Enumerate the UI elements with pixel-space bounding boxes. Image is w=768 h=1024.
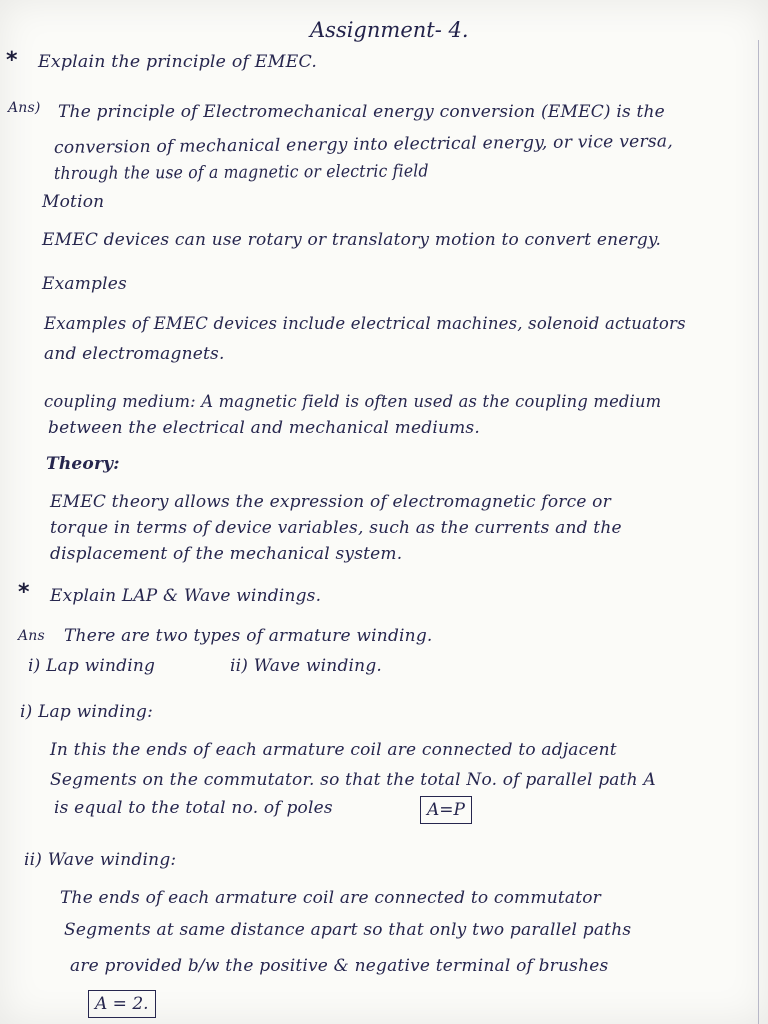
wave-winding-line-3: are provided b/w the positive & negative terminal of brushes [70, 956, 609, 976]
examples-line-1: Examples of EMEC devices include electrical machines, solenoid actuators [44, 314, 686, 334]
examples-heading: Examples [42, 274, 127, 294]
question-1: Explain the principle of EMEC. [38, 52, 318, 72]
theory-line-2: torque in terms of device variables, such as the currents and the [50, 518, 622, 538]
theory-line-3: displacement of the mechanical system. [50, 544, 403, 564]
page-title: Assignment- 4. [310, 18, 469, 42]
answer-1-line-2: conversion of mechanical energy into electrical energy, or vice versa, [53, 131, 674, 158]
wave-winding-heading: ii) Wave winding: [24, 850, 177, 870]
page-margin-line [758, 40, 759, 1024]
theory-heading: Theory: [46, 454, 120, 474]
answer-2-item-1: i) Lap winding [28, 656, 156, 676]
lap-winding-line-1: In this the ends of each armature coil are connected to adjacent [50, 740, 617, 760]
examples-line-2: and electromagnets. [44, 344, 225, 364]
answer-1-line-1: The principle of Electromechanical energy conversion (EMEC) is the [58, 102, 665, 122]
lap-winding-line-2: Segments on the commutator. so that the total No. of parallel path A [50, 770, 656, 790]
coupling-line-1: coupling medium: A magnetic field is often used as the coupling medium [44, 392, 662, 412]
wave-formula-box: A = 2. [88, 990, 156, 1018]
question-bullet-icon: * [6, 48, 18, 73]
motion-heading: Motion [42, 192, 105, 212]
answer-2-line-1: There are two types of armature winding. [64, 626, 433, 646]
wave-winding-line-2: Segments at same distance apart so that only two parallel paths [64, 920, 632, 940]
theory-line-1: EMEC theory allows the expression of electromagnetic force or [50, 492, 611, 512]
answer-2-item-2: ii) Wave winding. [230, 656, 383, 676]
lap-winding-line-3: is equal to the total no. of poles [54, 798, 333, 818]
lap-winding-heading: i) Lap winding: [20, 702, 153, 722]
answer-2-label: Ans [18, 628, 45, 644]
lap-formula-box: A=P [420, 796, 472, 824]
coupling-line-2: between the electrical and mechanical mediums. [48, 418, 480, 438]
answer-label: Ans) [8, 100, 41, 116]
question-bullet-icon: * [18, 580, 30, 605]
question-2: Explain LAP & Wave windings. [50, 586, 322, 606]
motion-text: EMEC devices can use rotary or translatory motion to convert energy. [42, 230, 662, 250]
answer-1-line-3: through the use of a magnetic or electric field [53, 161, 429, 184]
wave-winding-line-1: The ends of each armature coil are connected to commutator [60, 888, 602, 908]
